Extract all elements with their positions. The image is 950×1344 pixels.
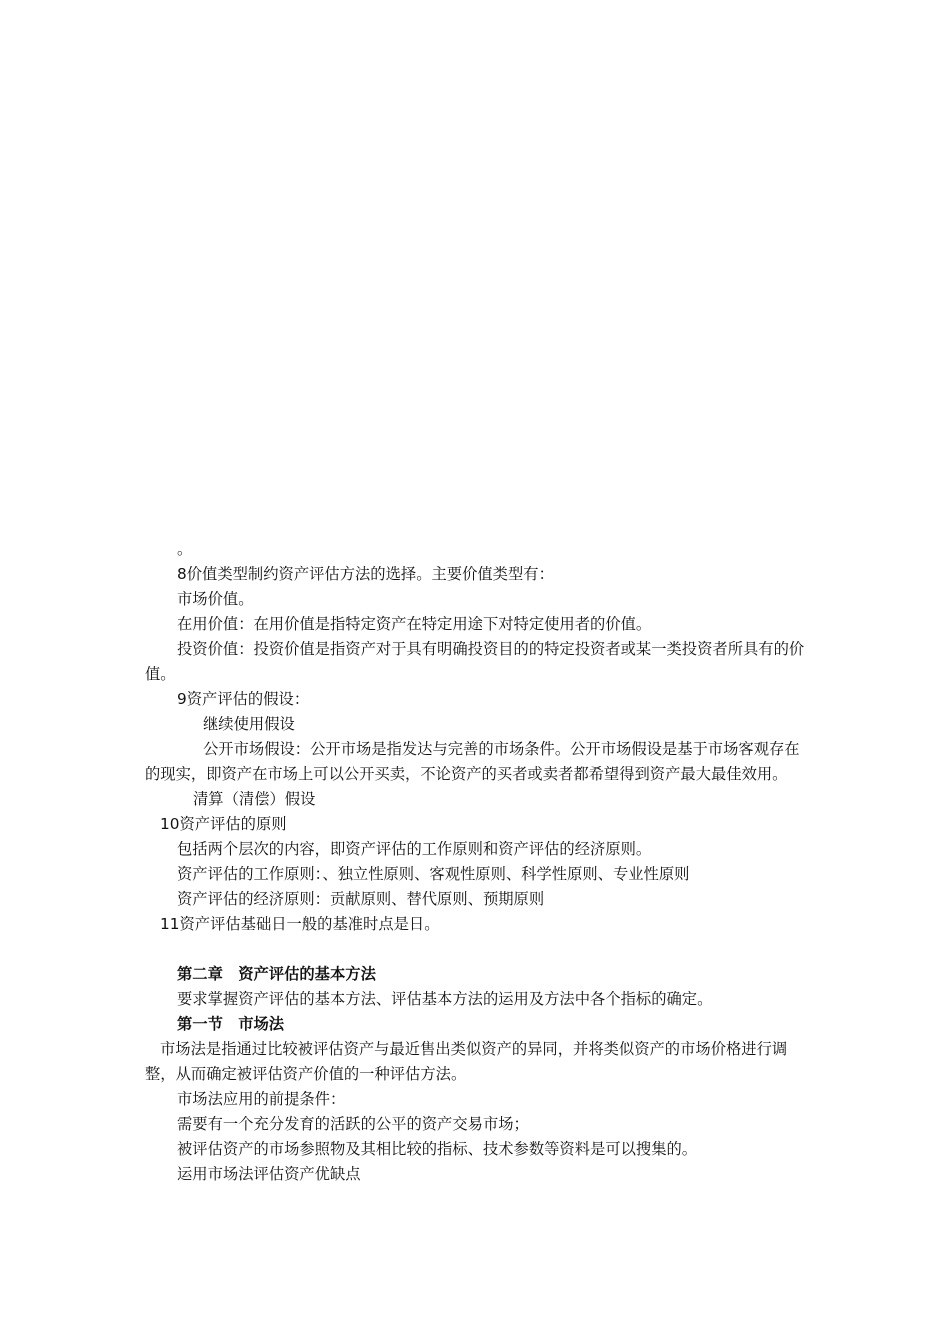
chapter-requirement: 要求掌握资产评估的基本方法、评估基本方法的运用及方法中各个指标的确定。 bbox=[177, 990, 713, 1008]
item-number: 11 bbox=[160, 915, 180, 933]
item-number: 8 bbox=[177, 565, 187, 583]
document-body bbox=[145, 537, 811, 1187]
chapter-heading: 第二章 资产评估的基本方法 bbox=[177, 965, 376, 983]
item-11-base-date bbox=[145, 912, 811, 937]
item-number: 9 bbox=[177, 690, 187, 708]
principles-overview: 包括两个层次的内容，即资产评估的工作原则和资产评估的经济原则。 bbox=[177, 840, 652, 858]
precondition-2: 被评估资产的市场参照物及其相比较的指标、技术参数等资料是可以搜集的。 bbox=[177, 1140, 698, 1158]
investment-value-paragraph: 投资价值：投资价值是指资产对于具有明确投资目的的特定投资者或某一类投资者所具有的价值。 bbox=[145, 640, 805, 683]
working-principles: 资产评估的工作原则：、独立性原则、客观性原则、科学性原则、专业性原则 bbox=[177, 865, 690, 883]
item-text: 资产评估的假设： bbox=[186, 690, 310, 708]
preconditions-heading: 市场法应用的前提条件： bbox=[177, 1090, 346, 1108]
market-method-definition: 市场法是指通过比较被评估资产与最近售出类似资产的异同，并将类似资产的市场价格进行调整，从而确定被评估资产价值的一种评估方法。 bbox=[145, 1040, 788, 1083]
item-8-value-types bbox=[145, 562, 811, 587]
item-number: 10 bbox=[160, 815, 180, 833]
paragraph-fragment: 。 bbox=[177, 540, 193, 558]
open-market-assumption-paragraph: 公开市场假设：公开市场是指发达与完善的市场条件。公开市场假设是基于市场客观存在的现实，即资产在市场上可以公开买卖，不论资产的买者或卖者都希望得到资产最大最佳效用。 bbox=[145, 740, 800, 783]
item-text: 资产评估的原则 bbox=[179, 815, 287, 833]
spacer bbox=[145, 937, 811, 962]
item-text: 资产评估基础日一般的基准时点是日。 bbox=[179, 915, 440, 933]
going-concern-assumption: 继续使用假设 bbox=[203, 715, 295, 733]
section-heading: 第一节 市场法 bbox=[177, 1015, 285, 1033]
precondition-1: 需要有一个充分发育的活跃的公平的资产交易市场； bbox=[177, 1115, 529, 1133]
pros-cons-heading: 运用市场法评估资产优缺点 bbox=[177, 1165, 361, 1183]
item-9-assumptions bbox=[145, 687, 811, 712]
liquidation-assumption: 清算（清偿）假设 bbox=[193, 790, 316, 808]
in-use-value-line: 在用价值：在用价值是指特定资产在特定用途下对特定使用者的价值。 bbox=[177, 615, 652, 633]
item-10-principles bbox=[145, 812, 811, 837]
economic-principles: 资产评估的经济原则：贡献原则、替代原则、预期原则 bbox=[177, 890, 545, 908]
market-value-line: 市场价值。 bbox=[177, 590, 254, 608]
item-text: 价值类型制约资产评估方法的选择。主要价值类型有： bbox=[186, 565, 554, 583]
